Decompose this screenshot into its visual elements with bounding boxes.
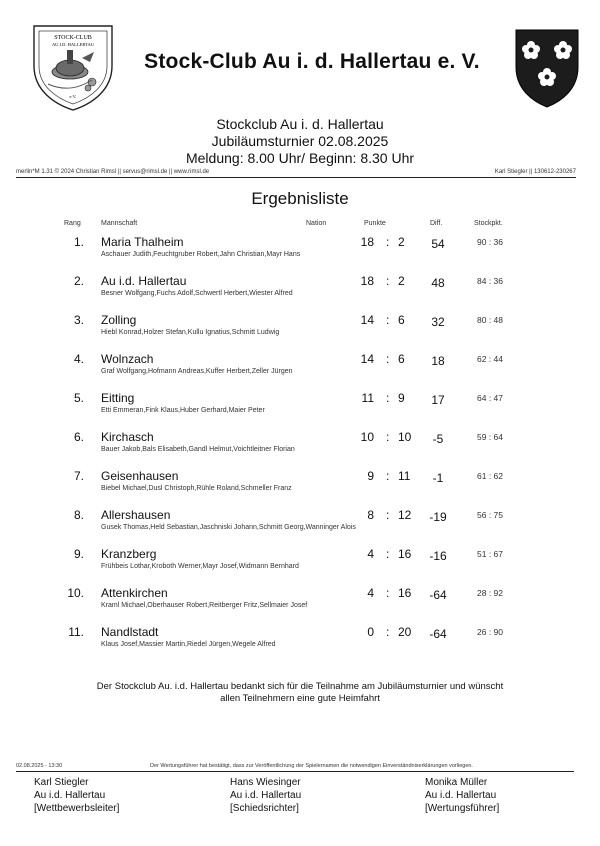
points-against: 9 bbox=[398, 391, 405, 405]
stock-points: 64 : 47 bbox=[477, 393, 503, 403]
table-row bbox=[0, 274, 600, 313]
point-difference: 17 bbox=[431, 393, 445, 407]
rank-cell: 6. bbox=[73, 430, 84, 444]
player-list: Klaus Josef,Massier Martin,Riedel Jürgen,Wegele Alfred bbox=[101, 641, 276, 648]
seal-text-bottom: e.V. bbox=[69, 94, 77, 99]
point-difference: -5 bbox=[432, 432, 444, 446]
point-difference: 48 bbox=[431, 276, 445, 290]
points-for: 14 bbox=[360, 313, 374, 327]
team-name: Nandlstadt bbox=[101, 625, 159, 639]
rank-cell: 2. bbox=[73, 274, 84, 288]
table-row bbox=[0, 625, 600, 664]
points-separator: : bbox=[386, 625, 390, 639]
team-name: Wolnzach bbox=[101, 352, 154, 366]
player-list: Gusek Thomas,Held Sebastian,Jaschniski Johann,Schmitt Georg,Wanninger Alois bbox=[101, 524, 356, 531]
player-list: Etti Emmeran,Fink Klaus,Huber Gerhard,Maier Peter bbox=[101, 407, 265, 414]
points-separator: : bbox=[386, 508, 390, 522]
table-row bbox=[0, 508, 600, 547]
print-date: 02.08.2025 - 13:30 bbox=[16, 763, 63, 769]
points-separator: : bbox=[386, 586, 390, 600]
team-name: Allershausen bbox=[101, 508, 171, 522]
points-against: 2 bbox=[398, 235, 405, 249]
points-against: 10 bbox=[398, 430, 412, 444]
points-for: 4 bbox=[367, 547, 374, 561]
thanks-line-2: allen Teilnehmern eine gute Heimfahrt bbox=[220, 693, 380, 704]
points-for: 18 bbox=[360, 274, 374, 288]
player-list: Biebel Michael,Dusl Christoph,Rühle Roland,Schmeller Franz bbox=[101, 485, 292, 492]
signature-club: Au i.d. Hallertau bbox=[425, 790, 497, 801]
column-header-team: Mannschaft bbox=[101, 220, 138, 227]
stock-points: 62 : 44 bbox=[477, 354, 503, 364]
point-difference: -1 bbox=[432, 471, 444, 485]
signature-role: [Wettbewerbsleiter] bbox=[34, 803, 120, 814]
player-list: Hiebl Konrad,Holzer Stefan,Kullu Ignatius,Schmitt Ludwig bbox=[101, 329, 280, 336]
footer-meta-line bbox=[16, 763, 574, 772]
points-separator: : bbox=[386, 313, 390, 327]
organizer-line: Stockclub Au i. d. Hallertau bbox=[216, 116, 384, 132]
rank-cell: 3. bbox=[73, 313, 84, 327]
seal-text-sub: AU I.D. HALLERTAU bbox=[51, 42, 95, 47]
team-name: Attenkirchen bbox=[101, 586, 168, 600]
point-difference: 32 bbox=[431, 315, 445, 329]
consent-note: Der Wertungsführer hat bestätigt, dass zur Veröffentlichung der Spielernamen die notwendigen Einverständniserklärungen vorliegen. bbox=[150, 763, 473, 769]
stock-points: 56 : 75 bbox=[477, 510, 503, 520]
points-against: 2 bbox=[398, 274, 405, 288]
points-separator: : bbox=[386, 391, 390, 405]
rank-cell: 9. bbox=[73, 547, 84, 561]
point-difference: -19 bbox=[429, 510, 447, 524]
player-list: Frühbeis Lothar,Kroboth Werner,Mayr Josef,Widmann Bernhard bbox=[101, 563, 299, 570]
signature-block-competition-lead bbox=[34, 776, 119, 815]
stock-points: 84 : 36 bbox=[477, 276, 503, 286]
points-for: 10 bbox=[360, 430, 374, 444]
rank-cell: 1. bbox=[73, 235, 84, 249]
rank-cell: 4. bbox=[73, 352, 84, 366]
software-meta-line bbox=[16, 169, 576, 178]
signature-block-referee bbox=[230, 776, 301, 815]
points-separator: : bbox=[386, 235, 390, 249]
points-against: 6 bbox=[398, 352, 405, 366]
column-header-nation: Nation bbox=[306, 220, 327, 227]
signature-name: Monika Müller bbox=[425, 777, 488, 788]
team-name: Kirchasch bbox=[101, 430, 154, 444]
column-header-rank: Rang bbox=[64, 220, 81, 227]
points-separator: : bbox=[386, 274, 390, 288]
points-for: 0 bbox=[367, 625, 374, 639]
signature-name: Karl Stiegler bbox=[34, 777, 89, 788]
stock-points: 51 : 67 bbox=[477, 549, 503, 559]
software-credit: merlin*M 1.31 © 2024 Christian Rimsl || servus@rimsl.de || www.rimsl.de bbox=[16, 169, 210, 175]
point-difference: 54 bbox=[431, 237, 445, 251]
points-for: 11 bbox=[361, 391, 374, 405]
tournament-line: Jubiläumsturnier 02.08.2025 bbox=[211, 133, 389, 149]
column-header-points: Punkte bbox=[364, 220, 386, 227]
table-row bbox=[0, 547, 600, 586]
player-list: Aschauer Judith,Feuchtgruber Robert,Jahn Christian,Mayr Hans bbox=[101, 251, 301, 258]
player-list: Besner Wolfgang,Fuchs Adolf,Schwertl Herbert,Wiester Alfred bbox=[101, 290, 293, 297]
table-row bbox=[0, 391, 600, 430]
club-name-heading: Stock-Club Au i. d. Hallertau e. V. bbox=[144, 50, 480, 73]
team-name: Maria Thalheim bbox=[101, 235, 184, 249]
signature-block-scorekeeper bbox=[425, 776, 499, 815]
stock-points: 28 : 92 bbox=[477, 588, 503, 598]
points-separator: : bbox=[386, 352, 390, 366]
points-separator: : bbox=[386, 430, 390, 444]
column-header-diff: Diff. bbox=[430, 220, 443, 227]
table-row bbox=[0, 352, 600, 391]
table-row bbox=[0, 313, 600, 352]
table-row bbox=[0, 586, 600, 625]
table-row bbox=[0, 469, 600, 508]
signature-role: [Schiedsrichter] bbox=[230, 803, 299, 814]
seal-text-top: STOCK-CLUB bbox=[54, 35, 92, 41]
signature-role: [Wertungsführer] bbox=[425, 803, 500, 814]
rank-cell: 8. bbox=[73, 508, 84, 522]
table-row bbox=[0, 430, 600, 469]
signature-club: Au i.d. Hallertau bbox=[34, 790, 106, 801]
player-list: Bauer Jakob,Bals Elisabeth,Gandl Helmut,Voichtleitner Florian bbox=[101, 446, 295, 453]
stock-points: 90 : 36 bbox=[477, 237, 503, 247]
signature-club: Au i.d. Hallertau bbox=[230, 790, 302, 801]
points-against: 16 bbox=[398, 547, 412, 561]
stock-points: 61 : 62 bbox=[477, 471, 503, 481]
team-name: Kranzberg bbox=[101, 547, 157, 561]
thanks-line-1: Der Stockclub Au. i.d. Hallertau bedankt sich für die Teilnahme am Jubiläumsturnier und wünscht bbox=[96, 681, 504, 692]
points-for: 4 bbox=[367, 586, 374, 600]
points-for: 14 bbox=[360, 352, 374, 366]
team-name: Eitting bbox=[101, 391, 135, 405]
signature-name: Hans Wiesinger bbox=[230, 777, 301, 788]
rank-cell: 10. bbox=[67, 586, 84, 600]
licensee-info: Karl Stiegler || 130612-230267 bbox=[494, 169, 576, 175]
team-name: Zolling bbox=[101, 313, 137, 327]
player-list: Graf Wolfgang,Hofmann Andreas,Kuffer Herbert,Zeller Jürgen bbox=[101, 368, 293, 375]
point-difference: 18 bbox=[431, 354, 445, 368]
rank-cell: 7. bbox=[73, 469, 84, 483]
results-title: Ergebnisliste bbox=[251, 189, 349, 208]
schedule-line: Meldung: 8.00 Uhr/ Beginn: 8.30 Uhr bbox=[185, 150, 415, 166]
points-against: 6 bbox=[398, 313, 405, 327]
stock-points: 26 : 90 bbox=[477, 627, 503, 637]
point-difference: -16 bbox=[429, 549, 447, 563]
points-against: 20 bbox=[398, 625, 412, 639]
column-header-stockpoints: Stockpkt. bbox=[474, 220, 503, 227]
points-against: 16 bbox=[398, 586, 412, 600]
rank-cell: 5. bbox=[73, 391, 84, 405]
point-difference: -64 bbox=[429, 627, 447, 641]
rank-cell: 11. bbox=[68, 625, 84, 639]
points-for: 8 bbox=[367, 508, 374, 522]
points-against: 12 bbox=[398, 508, 412, 522]
points-against: 11 bbox=[398, 469, 411, 483]
points-separator: : bbox=[386, 547, 390, 561]
player-list: Kraml Michael,Oberhauser Robert,Reitberger Fritz,Sellmaier Josef bbox=[101, 602, 308, 609]
points-for: 18 bbox=[360, 235, 374, 249]
team-name: Geisenhausen bbox=[101, 469, 179, 483]
point-difference: -64 bbox=[429, 588, 447, 602]
stock-points: 80 : 48 bbox=[477, 315, 503, 325]
table-row bbox=[0, 235, 600, 274]
team-name: Au i.d. Hallertau bbox=[101, 274, 187, 288]
points-separator: : bbox=[386, 469, 390, 483]
points-for: 9 bbox=[367, 469, 374, 483]
stock-points: 59 : 64 bbox=[477, 432, 503, 442]
